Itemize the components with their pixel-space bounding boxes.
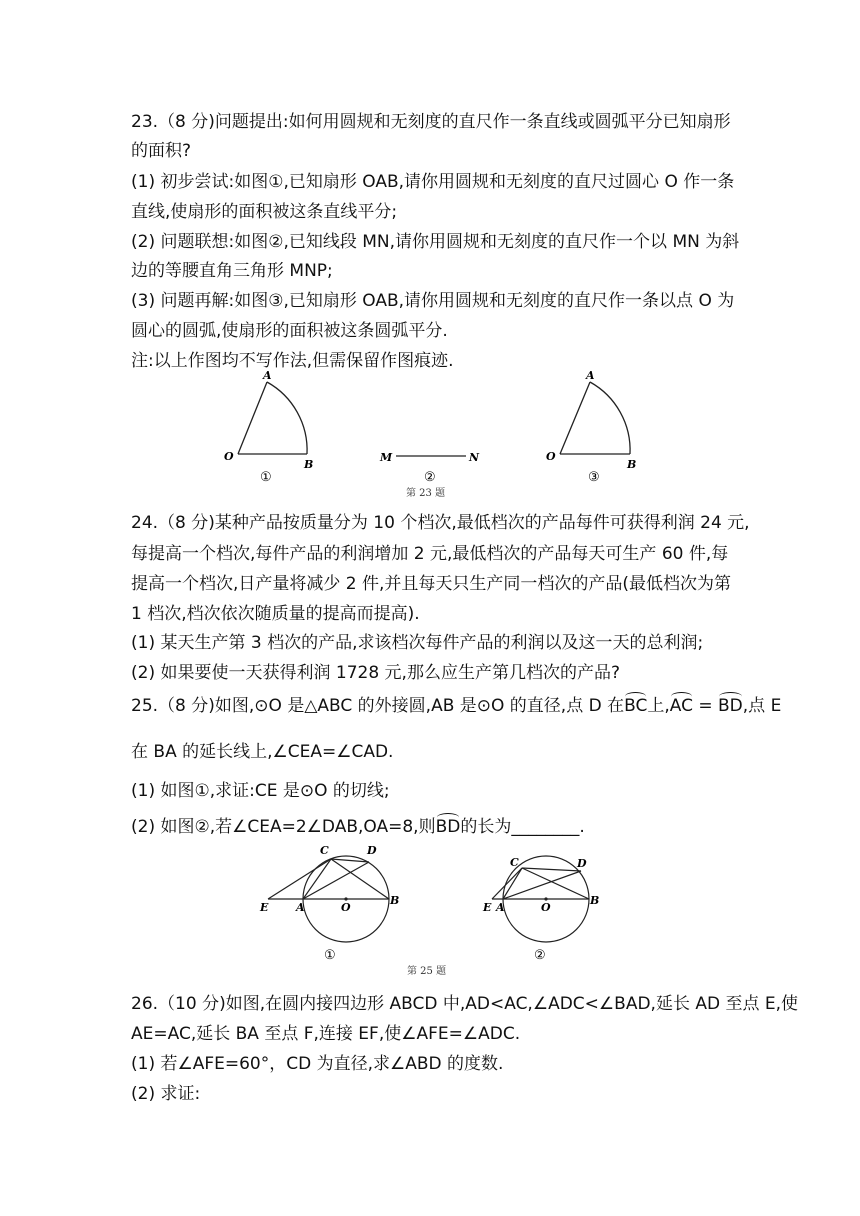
label-d: D [577,857,587,870]
q25-text-f: 的长为________. [460,817,585,837]
label-a: A [496,901,505,914]
label-b: B [304,458,314,471]
q26-line-1: 26.（10 分)如图,在圆内接四边形 ABCD 中,AD<AC,∠ADC<∠BAD,延长 AD 至点 E,使 [131,994,799,1014]
q23-line-2: 的面积? [131,141,192,161]
q24-line-2: 每提高一个档次,每件产品的利润增加 2 元,最低档次的产品每天可生产 60 件,每 [131,544,729,564]
label-o: O [224,450,234,463]
q26-line-3: (1) 若∠AFE=60°，CD 为直径,求∠ABD 的度数. [131,1054,504,1074]
label-o: O [341,901,351,914]
q23-line-4: 直线,使扇形的面积被这条直线平分; [131,202,398,222]
label-b: B [390,894,400,907]
label-o: O [546,450,556,463]
figure-caption: 第 23 题 [406,488,446,499]
arc-ac: AC [669,696,693,716]
q25-line-3: (1) 如图①,求证:CE 是⊙O 的切线; [131,781,390,801]
label-m: M [380,451,393,464]
q24-line-3: 提高一个档次,日产量将减少 2 件,并且每天只生产同一档次的产品(最低档次为第 [131,574,732,594]
label-b: B [627,458,637,471]
figure-caption: 第 25 题 [407,966,447,977]
figure-number-2: ② [534,948,546,963]
label-o: O [541,901,551,914]
q25-text-d: ,点 E [742,696,782,716]
q23-line-6: 边的等腰直角三角形 MNP; [131,261,333,281]
q23-line-5: (2) 问题联想:如图②,已知线段 MN,请你用圆规和无刻度的直尺作一个以 MN 为斜 [131,232,740,252]
q25-text-a: 25.（8 分)如图,⊙O 是△ABC 的外接圆,AB 是⊙O 的直径,点 D 在 [131,696,625,716]
q23-line-9: 注:以上作图均不写作法,但需保留作图痕迹. [131,351,454,371]
circle-figure-2 [492,856,589,942]
label-n: N [469,451,480,464]
label-c: C [510,856,519,869]
label-e: E [260,901,269,914]
q25-text-c: = [692,696,718,716]
label-e: E [483,901,492,914]
q26-line-4: (2) 求证: [131,1084,201,1104]
arc-bd: BD [718,696,743,716]
q24-line-5: (1) 某天生产第 3 档次的产品,求该档次每件产品的利润以及这一天的总利润; [131,633,704,653]
q26-line-2: AE=AC,延长 BA 至点 F,连接 EF,使∠AFE=∠ADC. [131,1024,521,1044]
figure-number-1: ① [324,948,336,963]
q23-line-1: 23.（8 分)问题提出:如何用圆规和无刻度的直尺作一条直线或圆弧平分已知扇形 [131,112,731,132]
q24-line-4: 1 档次,档次依次随质量的提高而提高). [131,604,420,624]
label-a: A [263,369,272,382]
q25-line-2: 在 BA 的延长线上,∠CEA=∠CAD. [131,742,394,762]
label-c: C [320,844,329,857]
label-d: D [367,844,377,857]
arc-bc: BC [624,696,648,716]
q25-line-1 [131,695,781,717]
arc-bd: BD [435,817,461,837]
sector-oab-1 [238,382,307,454]
q25-line-4 [131,816,585,838]
figure-number-3: ③ [588,470,600,485]
q25-text-e: (2) 如图②,若∠CEA=2∠DAB,OA=8,则 [131,817,436,837]
q23-line-3: (1) 初步尝试:如图①,已知扇形 OAB,请你用圆规和无刻度的直尺过圆心 O 作一条 [131,172,735,192]
q23-line-8: 圆心的圆弧,使扇形的面积被这条圆弧平分. [131,321,448,341]
q25-text-b: 上, [647,696,670,716]
sector-oab-3 [560,382,630,454]
q23-figure [210,368,670,504]
circle-figure-1 [268,856,389,942]
label-a: A [586,369,595,382]
q23-line-7: (3) 问题再解:如图③,已知扇形 OAB,请你用圆规和无刻度的直尺作一条以点 O 为 [131,291,735,311]
label-a: A [296,901,305,914]
q25-figure [250,842,620,982]
q24-line-6: (2) 如果要使一天获得利润 1728 元,那么应生产第几档次的产品? [131,663,620,683]
q24-line-1: 24.（8 分)某种产品按质量分为 10 个档次,最低档次的产品每件可获得利润 24 元, [131,513,750,533]
figure-number-2: ② [424,470,436,485]
label-b: B [590,894,600,907]
figure-number-1: ① [260,470,272,485]
